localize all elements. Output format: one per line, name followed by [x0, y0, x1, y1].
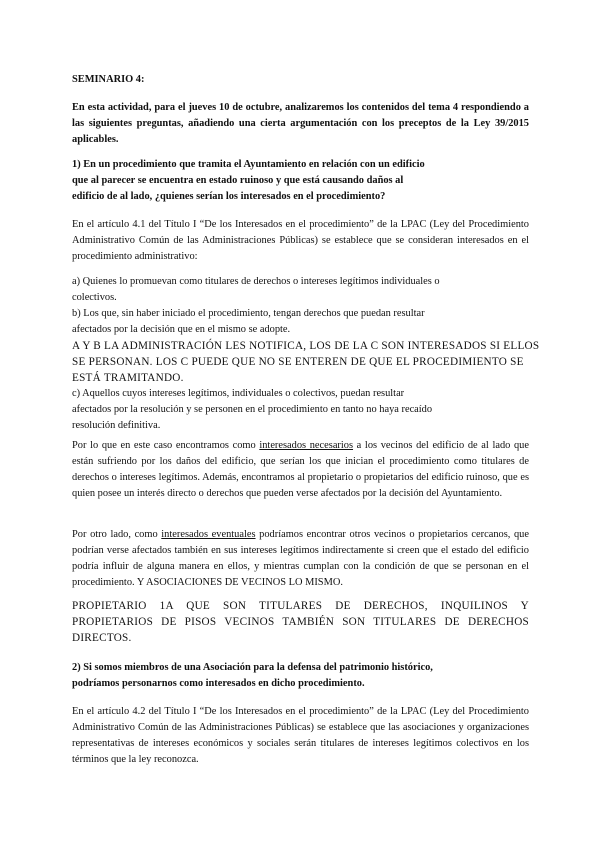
eventual-parties-paragraph: Por otro lado, como interesados eventuales podríamos encontrar otros vecinos o propietarios cercanos, que podrían verse afectados también en sus intereses legítimos indirectamente si creen que el estado del edificio podría influir de alguna manera en ellos, y mientras cumplan con la condición de que se personan en el procedimiento. Y ASOCIACIONES DE VECINOS LO MISMO.: [72, 529, 529, 588]
interested-parties-list: [72, 274, 540, 434]
question-1-line: edificio de al lado, ¿quienes serían los interesados en el procedimiento?: [72, 191, 386, 202]
list-item-b-cont: afectados por la decisión que en el mismo se adopte.: [72, 324, 291, 335]
annotation-line: SE PERSONAN. LOS C PUEDE QUE NO SE ENTEREN DE QUE EL PROCEDIMIENTO SE: [72, 356, 524, 368]
list-item-a: a) Quienes lo promuevan como titulares de derechos o intereses legítimos individuales o: [72, 276, 440, 287]
list-item-c-cont: resolución definitiva.: [72, 420, 161, 431]
intro-paragraph: En esta actividad, para el jueves 10 de octubre, analizaremos los contenidos del tema 4 respondiendo a las siguientes preguntas, añadiendo una cierta argumentación con los preceptos de la Ley 39/2015 aplicables.: [72, 102, 529, 145]
annotation-line: ESTÁ TRAMITANDO.: [72, 372, 184, 384]
question-1: [72, 157, 529, 205]
term-interesados-eventuales: interesados eventuales: [161, 529, 256, 540]
list-item-c: c) Aquellos cuyos intereses legítimos, individuales o colectivos, puedan resultar: [72, 388, 405, 399]
question-2-line: 2) Si somos miembros de una Asociación para la defensa del patrimonio histórico,: [72, 662, 433, 673]
q2-answer-paragraph: En el artículo 4.2 del Título I “De los Interesados en el procedimiento” de la LPAC (Ley del Procedimiento Administrativo Común de las Administraciones Públicas) se establece que las asociaciones y organizaciones representativas de intereses económicos y sociales serán titulares de intereses legítimos colectivos en los términos que la ley reconozca.: [72, 706, 529, 765]
question-2: [72, 660, 529, 692]
annotation-line: A Y B LA ADMINISTRACIÓN LES NOTIFICA, LOS DE LA C SON INTERESADOS SI ELLOS: [72, 340, 540, 352]
owner-annotation-paragraph: PROPIETARIO 1A QUE SON TITULARES DE DERECHOS, INQUILINOS Y PROPIETARIOS DE PISOS VECINOS TAMBIÉN SON TITULARES DE DERECHOS DIRECTOS.: [72, 600, 529, 644]
question-1-line: que al parecer se encuentra en estado ruinoso y que está causando daños al: [72, 175, 404, 186]
list-item-b: b) Los que, sin haber iniciado el procedimiento, tengan derechos que puedan resultar: [72, 308, 425, 319]
q1-intro-paragraph: En el artículo 4.1 del Título I “De los Interesados en el procedimiento” de la LPAC (Ley del Procedimiento Administrativo Común de las Administraciones Públicas) se establece que se consideran interesados en el procedimiento administrativo:: [72, 219, 529, 262]
question-1-line: 1) En un procedimiento que tramita el Ayuntamiento en relación con un edificio: [72, 159, 425, 170]
term-interesados-necesarios: interesados necesarios: [259, 440, 354, 451]
necessary-parties-paragraph: Por lo que en este caso encontramos como interesados necesarios a los vecinos del edificio de al lado que están sufriendo por los daños del edificio, que serían los que inician el procedimiento como titulares de derechos o intereses legítimos. Además, encontramos al propietario o propietarios del edificio ruinoso, que es quien posee un interés directo o derechos que pueden verse afectados por la decisión del Ayuntamiento.: [72, 440, 529, 499]
question-2-line: podríamos personarnos como interesados en dicho procedimiento.: [72, 678, 365, 689]
list-item-a-cont: colectivos.: [72, 292, 117, 303]
seminar-title: SEMINARIO 4:: [72, 74, 145, 85]
list-item-c-cont: afectados por la resolución y se personen en el procedimiento en tanto no haya recaído: [72, 404, 433, 415]
